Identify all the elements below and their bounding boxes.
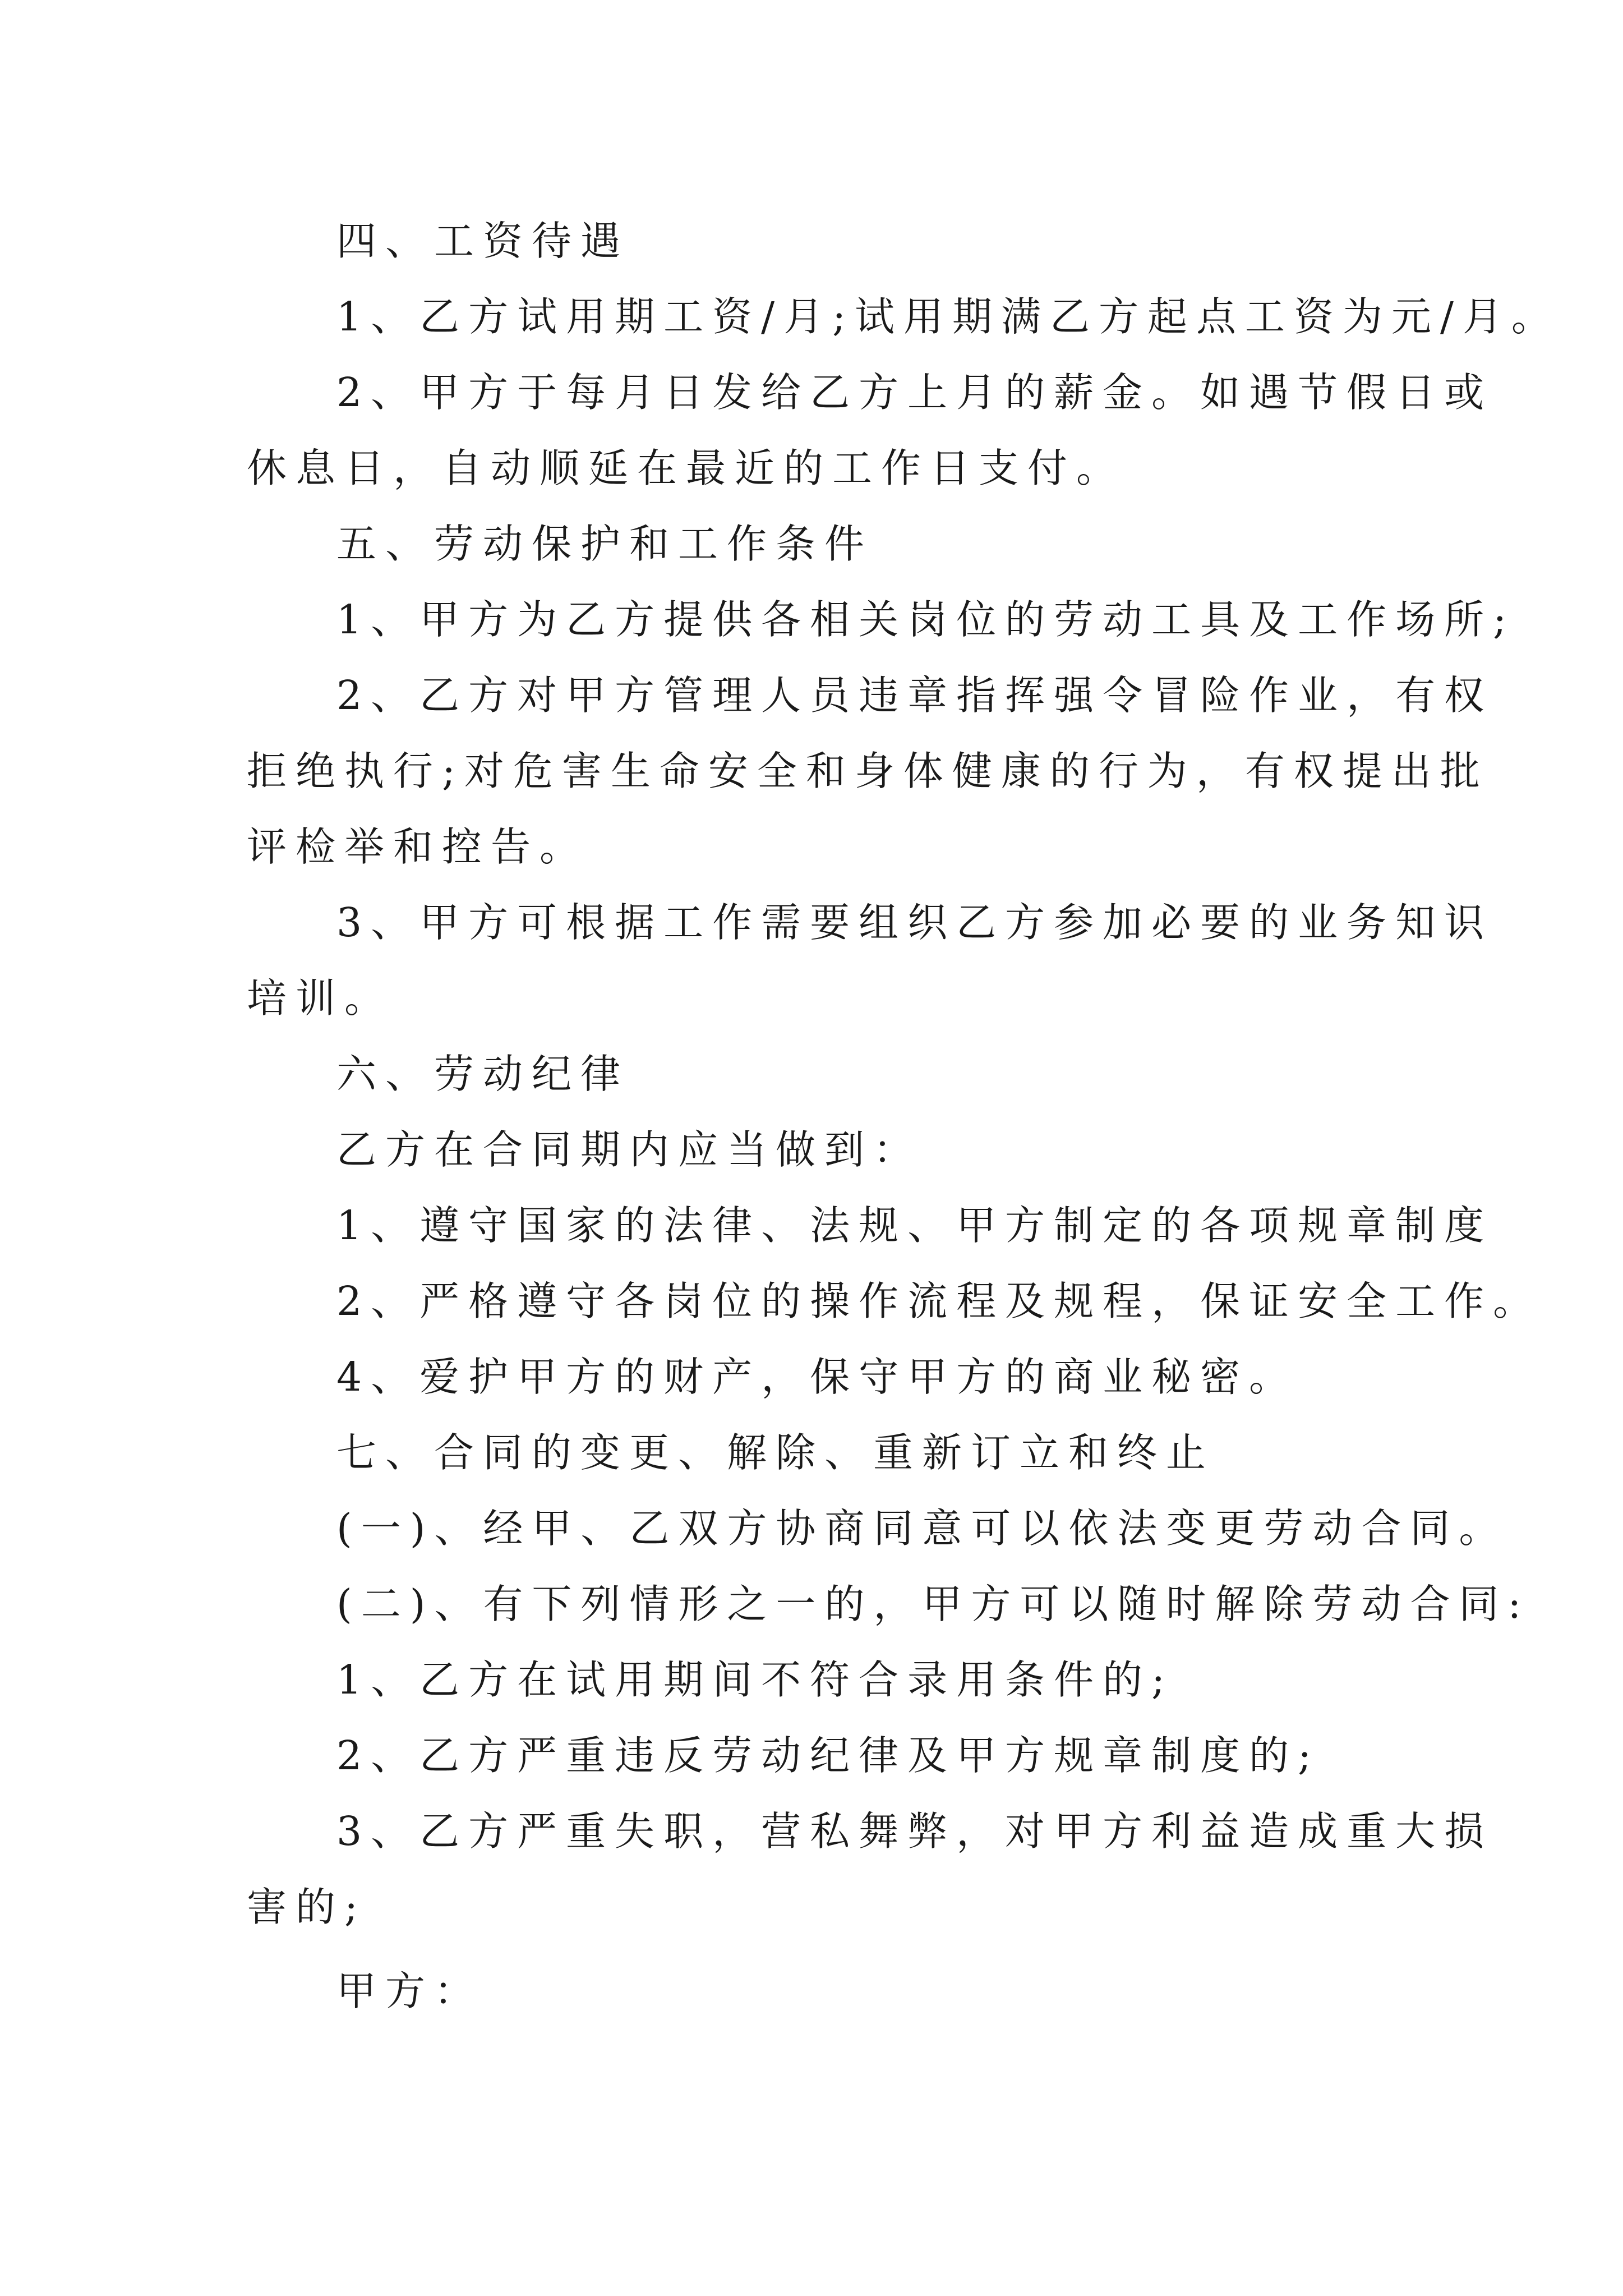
paragraph-line: 2、乙方对甲方管理人员违章指挥强令冒险作业，有权 (336, 672, 1493, 719)
paragraph-line: 评检举和控告。 (247, 823, 589, 870)
paragraph-line: 1、遵守国家的法律、法规、甲方制定的各项规章制度 (336, 1202, 1493, 1249)
section-heading-contract-change: 七、合同的变更、解除、重新订立和终止 (336, 1429, 1215, 1476)
paragraph-line: 4、爱护甲方的财产，保守甲方的商业秘密。 (336, 1354, 1298, 1400)
paragraph-line: 2、严格遵守各岗位的操作流程及规程，保证安全工作。 (336, 1278, 1542, 1324)
section-heading-wages: 四、工资待遇 (336, 218, 630, 264)
paragraph-line: 3、乙方严重失职，营私舞弊，对甲方利益造成重大损 (336, 1808, 1493, 1855)
paragraph-line: 害的; (247, 1884, 367, 1930)
paragraph-line: 2、甲方于每月日发给乙方上月的薪金。如遇节假日或 (336, 369, 1493, 416)
paragraph-line: 1、乙方试用期工资/月;试用期满乙方起点工资为元/月。 (336, 293, 1560, 340)
paragraph-line: 1、乙方在试用期间不符合录用条件的; (336, 1657, 1174, 1703)
paragraph-line: 培训。 (247, 975, 394, 1022)
paragraph-line: (二)、有下列情形之一的，甲方可以随时解除劳动合同: (336, 1581, 1530, 1627)
paragraph-line: (一)、经甲、乙双方协商同意可以依法变更劳动合同。 (336, 1505, 1508, 1552)
section-heading-protection: 五、劳动保护和工作条件 (336, 521, 874, 567)
paragraph-line: 乙方在合同期内应当做到： (336, 1126, 923, 1173)
paragraph-line: 拒绝执行;对危害生命安全和身体健康的行为，有权提出批 (247, 748, 1489, 794)
section-heading-discipline: 六、劳动纪律 (336, 1051, 630, 1097)
paragraph-line: 1、甲方为乙方提供各相关岗位的劳动工具及工作场所; (336, 596, 1516, 643)
paragraph-line: 休息日，自动顺延在最近的工作日支付。 (247, 445, 1126, 491)
paragraph-line: 2、乙方严重违反劳动纪律及甲方规章制度的; (336, 1732, 1321, 1779)
paragraph-line: 3、甲方可根据工作需要组织乙方参加必要的业务知识 (336, 899, 1493, 946)
signature-party-a-label: 甲方： (336, 1968, 483, 2014)
